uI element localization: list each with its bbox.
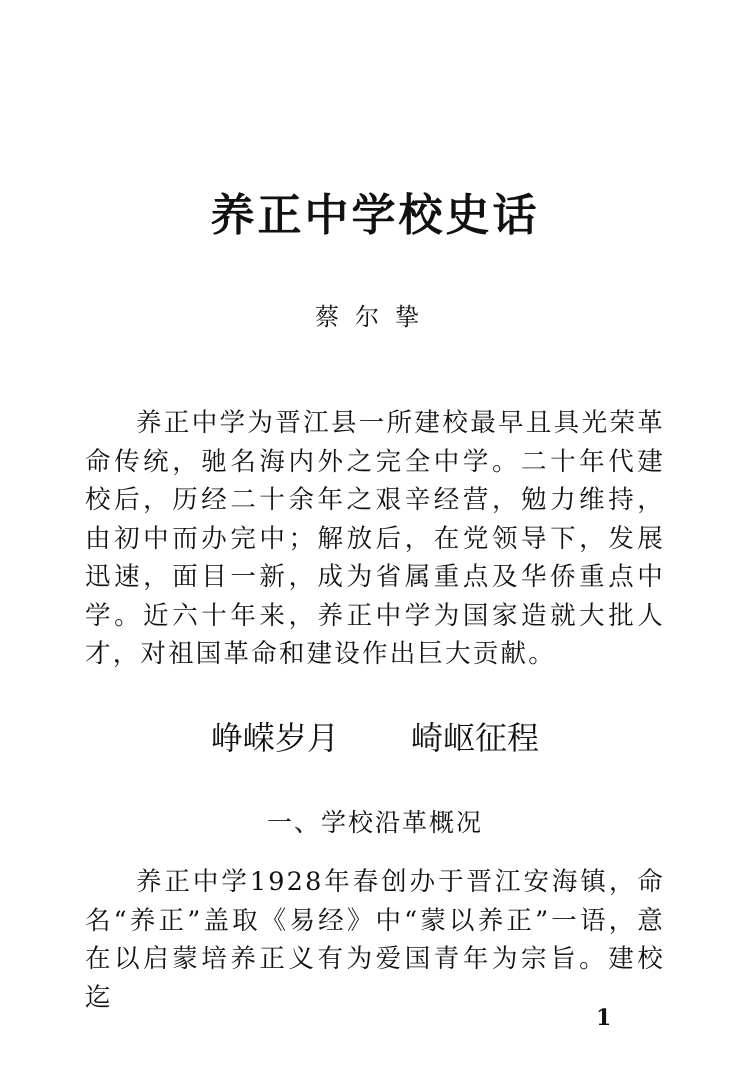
body-paragraph: 养正中学1928年春创办于晋江安海镇，命名“养正”盖取《易经》中“蒙以养正”一语，意在以启蒙培养正义有为爱国青年为宗旨。建校迄 — [85, 867, 665, 1013]
section-heading-part-a: 峥嵘岁月 — [210, 719, 339, 757]
subsection-heading: 一、学校沿革概况 — [266, 808, 483, 837]
section-heading-part-b: 崎岖征程 — [411, 719, 540, 757]
page-number: 1 — [596, 1005, 612, 1031]
author-name: 蔡尔挚 — [315, 303, 435, 331]
document-title: 养正中学校史话 — [210, 190, 540, 241]
section-heading — [0, 716, 750, 760]
intro-paragraph: 养正中学为晋江县一所建校最早且具光荣革命传统，驰名海内外之完全中学。二十年代建校后，历经二十余年之艰辛经营，勉力维持，由初中而办完中；解放后，在党领导下，发展迅速，面目一新，成为省属重点及华侨重点中学。近六十年来，养正中学为国家造就大批人才，对祖国革命和建设作出巨大贡献。 — [85, 408, 665, 669]
